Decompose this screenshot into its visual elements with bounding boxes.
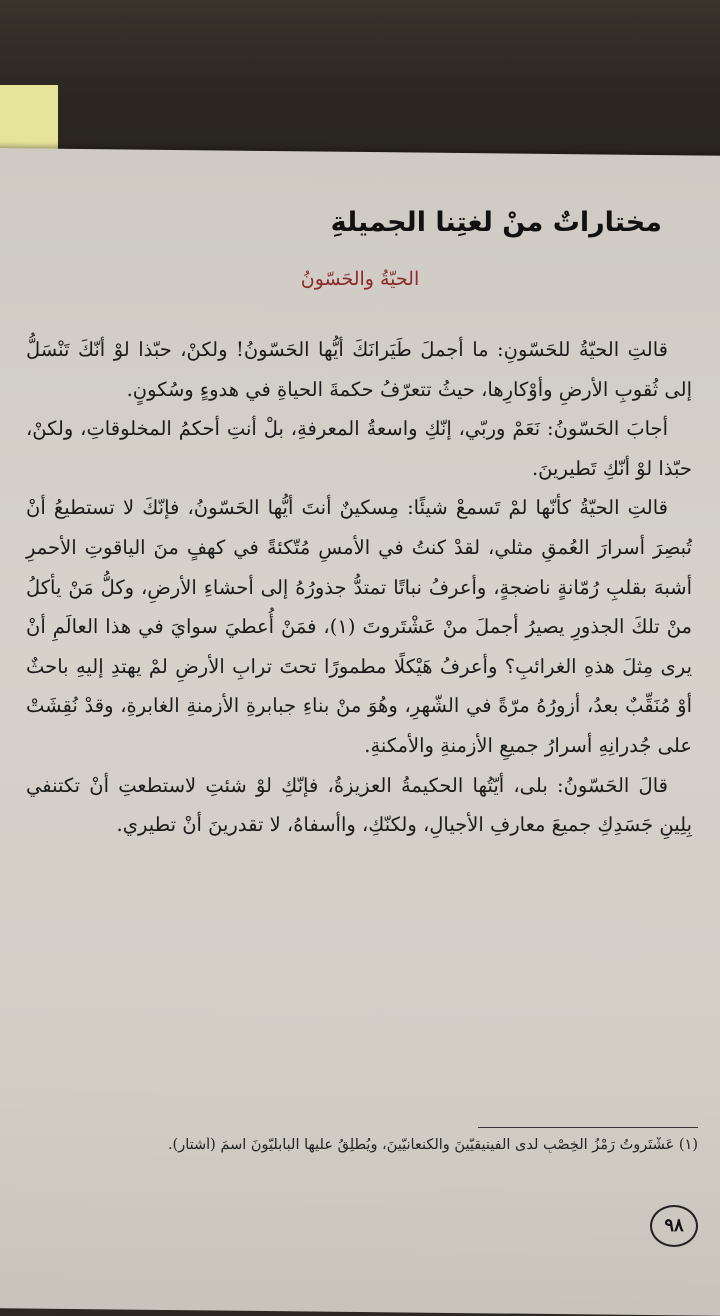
paragraph-2: أجابَ الحَسّونُ: نَعَمْ وربّي، إنّكِ واسعةُ المعرفةِ، بلْ أنتِ أحكمُ المخلوقاتِ، ولكنْ، حبّذا لوْ أنّكِ تَطيرينَ.	[26, 417, 692, 480]
background-table	[0, 0, 720, 170]
paragraph-1: قالتِ الحيّةُ للحَسّونِ: ما أجملَ طَيَرانَكَ أيُّها الحَسّونُ! ولكنْ، حبّذا لوْ أنّكَ تَنْسَلُّ إلى ثُقوبِ الأرضِ وأوْكارِها، حيثُ تتعرّفُ حكمةَ الحياةِ في هدوءٍ وسُكونٍ.	[26, 338, 692, 401]
story-body	[26, 330, 692, 845]
paragraph-3: قالتِ الحيّةُ كأنّها لمْ تَسمعْ شيئًا: مِسكينٌ أنتَ أيُّها الحَسّونُ، فإنّكَ لا تستطيعُ أنْ تُبصِرَ أسرارَ العُمقِ مثلي، لقدْ كنتُ في الأمسِ مُتّكئةً في كهفٍ منَ الياقوتِ الأحمرِ أشبهَ بقلبِ رُمّانةٍ ناضجةٍ، وأعرفُ نباتًا تمتدُّ جذورُهُ إلى أحشاءِ الأرضِ، وكلُّ مَنْ يأكلُ منْ تلكَ الجذورِ يصيرُ أجملَ منْ عَشْتَروتَ (١)، فمَنْ أُعطيَ سوايَ في هذا العالَمِ أنْ يرى مِثلَ هذهِ الغرائبِ؟ وأعرفُ هَيْكلًا مطمورًا تحتَ ترابِ الأرضِ لمْ يهتدِ إليهِ باحثٌ أوْ مُنَقِّبٌ بعدُ، أزورُهُ مرّةً في الشّهرِ، وهُوَ منْ بناءِ جبابرةِ الأزمنةِ الغابرةِ، وقدْ نُقِشَتْ على جُدرانِهِ أسرارُ جميعِ الأزمنةِ والأمكنةِ.	[26, 496, 692, 757]
footnote-divider	[478, 1127, 698, 1128]
page-header-title: مختاراتٌ منْ لغتِنا الجميلةِ	[330, 207, 662, 238]
story-title: الحيّةُ والحَسّونُ	[300, 268, 420, 290]
page-number: ٩٨	[650, 1205, 698, 1247]
paragraph-4: قالَ الحَسّونُ: بلى، أيّتُها الحكيمةُ العزيزةُ، فإنّكِ لوْ شئتِ لاستطعتِ أنْ تكتنفي بِلِينِ جَسَدِكِ جميعَ معارفِ الأجيالِ، ولكنّكِ، واأسفاهُ، لا تقدرينَ أنْ تطيري.	[26, 773, 692, 837]
footnote: (١) عَشْتَروتُ رَمْزُ الخِصْبِ لدى الفينيقيّينَ والكنعانيّينَ، ويُطْلِقُ عليها البابليّونَ اسمَ (أَشتار).	[167, 1137, 698, 1153]
